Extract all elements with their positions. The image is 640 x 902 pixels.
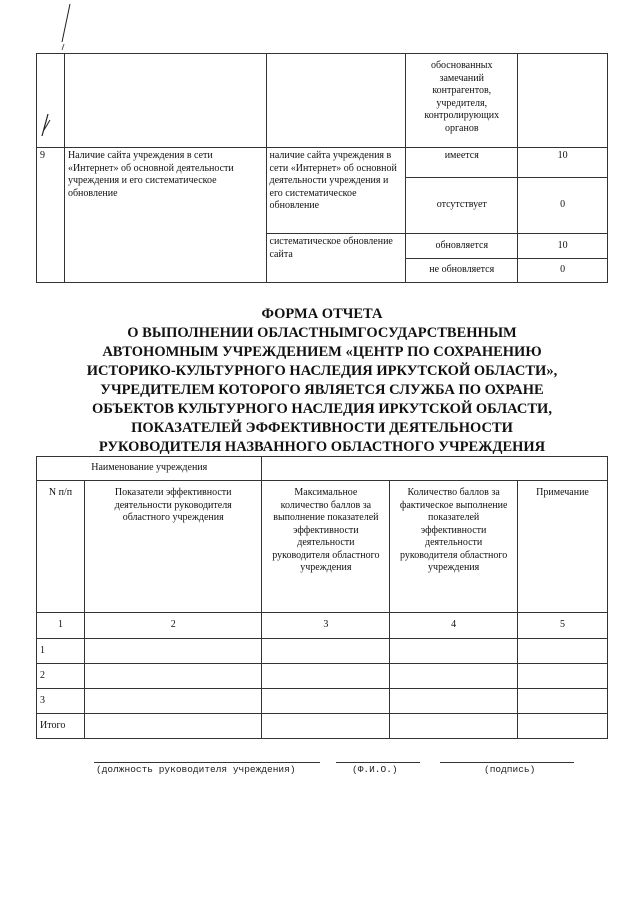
table-cell[interactable]	[390, 714, 518, 739]
name-caption: (Ф.И.О.)	[352, 764, 398, 775]
table-cell[interactable]	[84, 639, 262, 664]
name-signature-line	[336, 762, 420, 763]
column-header: Максимальное количество баллов за выполнение показателей эффективности деятельности руководителя областного учреждения	[262, 481, 390, 613]
table-row	[37, 148, 608, 178]
total-row	[37, 714, 608, 739]
condition-cell: имеется	[406, 148, 518, 178]
total-label: Итого	[37, 714, 85, 739]
column-number: 2	[84, 613, 262, 639]
column-number: 3	[262, 613, 390, 639]
condition-cell: не обновляется	[406, 259, 518, 283]
title-line: ОБЪЕКТОВ КУЛЬТУРНОГО НАСЛЕДИЯ ИРКУТСКОЙ ОБЛАСТИ,	[92, 401, 552, 417]
title-line: ПОКАЗАТЕЛЕЙ ЭФФЕКТИВНОСТИ ДЕЯТЕЛЬНОСТИ	[131, 420, 513, 436]
table-cell[interactable]	[518, 714, 608, 739]
title-line: АВТОНОМНЫМ УЧРЕЖДЕНИЕМ «ЦЕНТР ПО СОХРАНЕНИЮ	[102, 344, 542, 360]
header-row	[37, 481, 608, 613]
table-cell[interactable]	[518, 689, 608, 714]
sign-caption: (подпись)	[484, 764, 536, 775]
table-cell[interactable]	[84, 664, 262, 689]
column-header: Показатели эффективности деятельности руководителя областного учреждения	[84, 481, 262, 613]
criteria-table-continuation	[36, 53, 608, 283]
column-number: 5	[518, 613, 608, 639]
table-cell[interactable]	[262, 689, 390, 714]
column-number-row	[37, 613, 608, 639]
table-cell[interactable]	[262, 639, 390, 664]
institution-name-value[interactable]	[262, 457, 608, 481]
criterion-cell: систематическое обновление сайта	[266, 234, 406, 283]
score-cell: 10	[518, 148, 608, 178]
row-number: 2	[37, 664, 85, 689]
score-cell: 0	[518, 178, 608, 234]
title-line: ИСТОРИКО-КУЛЬТУРНОГО НАСЛЕДИЯ ИРКУТСКОЙ ОБЛАСТИ»,	[86, 363, 558, 379]
condition-cell: обновляется	[406, 234, 518, 259]
table-cell[interactable]	[262, 664, 390, 689]
table-cell[interactable]	[84, 689, 262, 714]
table-row	[37, 664, 608, 689]
sign-signature-line	[440, 762, 574, 763]
position-caption: (должность руководителя учреждения)	[96, 764, 296, 775]
title-line: ФОРМА ОТЧЕТА	[261, 306, 383, 322]
table-row	[37, 689, 608, 714]
table-cell[interactable]	[518, 664, 608, 689]
table-cell[interactable]	[518, 639, 608, 664]
indicator-cell: Наличие сайта учреждения в сети «Интернет» об основной деятельности учреждения и его систематическое обновление	[64, 148, 266, 283]
column-number: 1	[37, 613, 85, 639]
table-row	[37, 639, 608, 664]
table-cell[interactable]	[390, 689, 518, 714]
position-signature-line	[94, 762, 320, 763]
row-number: 3	[37, 689, 85, 714]
score-cell: 10	[518, 234, 608, 259]
title-line: УЧРЕДИТЕЛЕМ КОТОРОГО ЯВЛЯЕТСЯ СЛУЖБА ПО ОХРАНЕ	[100, 382, 544, 398]
criterion-cell: наличие сайта учреждения в сети «Интернет» об основной деятельности учреждения и его систематическое обновление	[266, 148, 406, 234]
report-form-table	[36, 456, 608, 739]
table-cell[interactable]	[390, 664, 518, 689]
title-line: РУКОВОДИТЕЛЯ НАЗВАННОГО ОБЛАСТНОГО УЧРЕЖДЕНИЯ	[98, 439, 546, 455]
column-header: Количество баллов за фактическое выполнение показателей эффективности деятельности руководителя областного учреждения	[390, 481, 518, 613]
table-row	[37, 54, 608, 148]
condition-cell: отсутствует	[406, 178, 518, 234]
table-cell[interactable]	[262, 714, 390, 739]
row-number: 1	[37, 639, 85, 664]
table-cell[interactable]	[390, 639, 518, 664]
column-header: Примечание	[518, 481, 608, 613]
title-line: О ВЫПОЛНЕНИИ ОБЛАСТНЫМГОСУДАРСТВЕННЫМ	[127, 325, 517, 341]
row-number: 9	[37, 148, 65, 283]
score-cell: 0	[518, 259, 608, 283]
table-cell[interactable]	[84, 714, 262, 739]
column-number: 4	[390, 613, 518, 639]
institution-name-label: Наименование учреждения	[37, 457, 262, 481]
table-row	[37, 457, 608, 481]
column-header: N п/п	[37, 481, 85, 613]
report-form-title	[36, 305, 608, 457]
continuation-cell: обоснованных замечаний контрагентов, учредителя, контролирующих органов	[406, 54, 518, 148]
